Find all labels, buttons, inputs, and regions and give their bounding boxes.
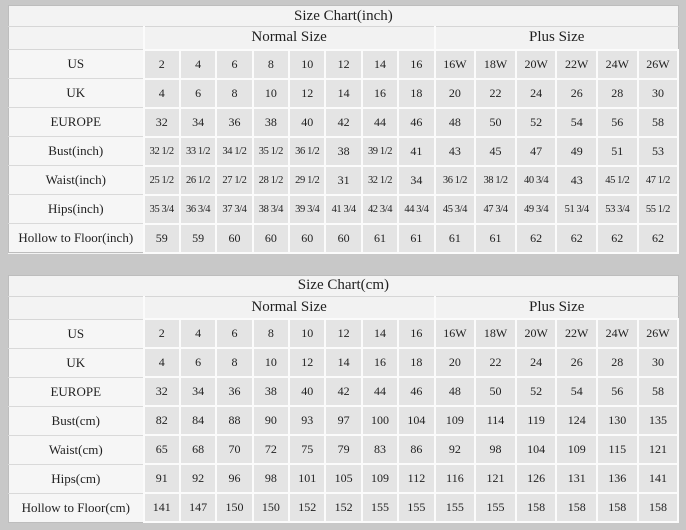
value-cell: 136 xyxy=(597,464,638,493)
value-cell: 38 xyxy=(253,377,289,406)
table-row xyxy=(9,319,679,348)
table-row xyxy=(9,464,679,493)
value-cell: 90 xyxy=(253,406,289,435)
value-cell: 14 xyxy=(325,79,361,108)
value-cell: 14 xyxy=(325,348,361,377)
value-cell: 68 xyxy=(180,435,216,464)
row-label: EUROPE xyxy=(9,108,144,137)
value-cell: 10 xyxy=(253,79,289,108)
table-title-row xyxy=(9,275,679,296)
table-title-row xyxy=(9,6,679,27)
group-header-plus-size: Plus Size xyxy=(435,296,679,319)
value-cell: 150 xyxy=(216,493,252,522)
value-cell: 6 xyxy=(216,319,252,348)
value-cell: 115 xyxy=(597,435,638,464)
value-cell: 147 xyxy=(180,493,216,522)
value-cell: 29 1/2 xyxy=(289,166,325,195)
value-cell: 38 xyxy=(253,108,289,137)
value-cell: 54 xyxy=(556,377,597,406)
size-chart-cm-table xyxy=(8,275,679,524)
value-cell: 58 xyxy=(638,377,679,406)
value-cell: 34 1/2 xyxy=(216,137,252,166)
value-cell: 59 xyxy=(144,224,180,253)
value-cell: 61 xyxy=(398,224,434,253)
value-cell: 36 xyxy=(216,377,252,406)
value-cell: 20W xyxy=(516,50,557,79)
value-cell: 141 xyxy=(638,464,679,493)
value-cell: 61 xyxy=(475,224,516,253)
value-cell: 61 xyxy=(362,224,398,253)
value-cell: 42 xyxy=(325,108,361,137)
value-cell: 12 xyxy=(325,319,361,348)
table-row xyxy=(9,195,679,224)
value-cell: 53 3/4 xyxy=(597,195,638,224)
value-cell: 8 xyxy=(216,348,252,377)
value-cell: 72 xyxy=(253,435,289,464)
value-cell: 44 xyxy=(362,108,398,137)
row-label: UK xyxy=(9,79,144,108)
value-cell: 47 3/4 xyxy=(475,195,516,224)
value-cell: 4 xyxy=(144,79,180,108)
value-cell: 158 xyxy=(638,493,679,522)
value-cell: 141 xyxy=(144,493,180,522)
value-cell: 109 xyxy=(435,406,476,435)
row-label: Bust(cm) xyxy=(9,406,144,435)
value-cell: 45 1/2 xyxy=(597,166,638,195)
value-cell: 26 xyxy=(556,348,597,377)
group-header-normal-size: Normal Size xyxy=(144,296,435,319)
table-row xyxy=(9,50,679,79)
value-cell: 104 xyxy=(516,435,557,464)
table-row xyxy=(9,493,679,522)
value-cell: 52 xyxy=(516,108,557,137)
value-cell: 14 xyxy=(362,319,398,348)
value-cell: 155 xyxy=(398,493,434,522)
value-cell: 54 xyxy=(556,108,597,137)
value-cell: 155 xyxy=(362,493,398,522)
value-cell: 25 1/2 xyxy=(144,166,180,195)
value-cell: 48 xyxy=(435,377,476,406)
value-cell: 45 3/4 xyxy=(435,195,476,224)
value-cell: 152 xyxy=(325,493,361,522)
value-cell: 18W xyxy=(475,50,516,79)
value-cell: 10 xyxy=(289,319,325,348)
value-cell: 45 xyxy=(475,137,516,166)
value-cell: 51 xyxy=(597,137,638,166)
table-row xyxy=(9,435,679,464)
value-cell: 61 xyxy=(435,224,476,253)
value-cell: 2 xyxy=(144,319,180,348)
column-group-row xyxy=(9,296,679,319)
row-label: Waist(inch) xyxy=(9,166,144,195)
value-cell: 41 xyxy=(398,137,434,166)
value-cell: 34 xyxy=(398,166,434,195)
row-label: UK xyxy=(9,348,144,377)
table-title-inch: Size Chart(inch) xyxy=(9,6,679,27)
value-cell: 79 xyxy=(325,435,361,464)
value-cell: 86 xyxy=(398,435,434,464)
value-cell: 16W xyxy=(435,50,476,79)
value-cell: 43 xyxy=(556,166,597,195)
value-cell: 112 xyxy=(398,464,434,493)
value-cell: 26 1/2 xyxy=(180,166,216,195)
value-cell: 41 3/4 xyxy=(325,195,361,224)
value-cell: 18W xyxy=(475,319,516,348)
table-title-cm: Size Chart(cm) xyxy=(9,275,679,296)
row-label: US xyxy=(9,319,144,348)
value-cell: 116 xyxy=(435,464,476,493)
table-row xyxy=(9,348,679,377)
row-label: Waist(cm) xyxy=(9,435,144,464)
value-cell: 83 xyxy=(362,435,398,464)
table-row xyxy=(9,108,679,137)
value-cell: 4 xyxy=(144,348,180,377)
size-chart-cm-body xyxy=(9,319,679,522)
group-header-normal-size: Normal Size xyxy=(144,27,435,50)
value-cell: 38 1/2 xyxy=(475,166,516,195)
value-cell: 109 xyxy=(556,435,597,464)
value-cell: 158 xyxy=(516,493,557,522)
row-label: Hollow to Floor(inch) xyxy=(9,224,144,253)
value-cell: 50 xyxy=(475,108,516,137)
value-cell: 2 xyxy=(144,50,180,79)
value-cell: 20 xyxy=(435,79,476,108)
value-cell: 93 xyxy=(289,406,325,435)
value-cell: 22W xyxy=(556,50,597,79)
value-cell: 38 3/4 xyxy=(253,195,289,224)
value-cell: 62 xyxy=(597,224,638,253)
value-cell: 40 xyxy=(289,377,325,406)
value-cell: 34 xyxy=(180,108,216,137)
value-cell: 35 3/4 xyxy=(144,195,180,224)
value-cell: 12 xyxy=(325,50,361,79)
value-cell: 130 xyxy=(597,406,638,435)
value-cell: 39 3/4 xyxy=(289,195,325,224)
value-cell: 150 xyxy=(253,493,289,522)
value-cell: 47 1/2 xyxy=(638,166,679,195)
table-row xyxy=(9,406,679,435)
value-cell: 16 xyxy=(362,348,398,377)
value-cell: 88 xyxy=(216,406,252,435)
value-cell: 62 xyxy=(638,224,679,253)
value-cell: 36 1/2 xyxy=(289,137,325,166)
value-cell: 42 xyxy=(325,377,361,406)
value-cell: 27 1/2 xyxy=(216,166,252,195)
value-cell: 33 1/2 xyxy=(180,137,216,166)
value-cell: 114 xyxy=(475,406,516,435)
value-cell: 109 xyxy=(362,464,398,493)
value-cell: 26W xyxy=(638,50,679,79)
value-cell: 31 xyxy=(325,166,361,195)
value-cell: 121 xyxy=(475,464,516,493)
value-cell: 126 xyxy=(516,464,557,493)
value-cell: 32 1/2 xyxy=(144,137,180,166)
value-cell: 46 xyxy=(398,377,434,406)
value-cell: 26W xyxy=(638,319,679,348)
value-cell: 44 3/4 xyxy=(398,195,434,224)
group-header-plus-size: Plus Size xyxy=(435,27,679,50)
value-cell: 82 xyxy=(144,406,180,435)
value-cell: 34 xyxy=(180,377,216,406)
value-cell: 119 xyxy=(516,406,557,435)
value-cell: 101 xyxy=(289,464,325,493)
table-row xyxy=(9,137,679,166)
value-cell: 38 xyxy=(325,137,361,166)
value-cell: 65 xyxy=(144,435,180,464)
value-cell: 155 xyxy=(435,493,476,522)
value-cell: 30 xyxy=(638,79,679,108)
value-cell: 48 xyxy=(435,108,476,137)
value-cell: 40 3/4 xyxy=(516,166,557,195)
value-cell: 6 xyxy=(180,79,216,108)
value-cell: 36 1/2 xyxy=(435,166,476,195)
value-cell: 37 3/4 xyxy=(216,195,252,224)
value-cell: 24 xyxy=(516,348,557,377)
value-cell: 98 xyxy=(253,464,289,493)
value-cell: 18 xyxy=(398,79,434,108)
table-row xyxy=(9,166,679,195)
corner-cell xyxy=(9,27,144,50)
row-label: EUROPE xyxy=(9,377,144,406)
row-label: Hips(cm) xyxy=(9,464,144,493)
value-cell: 28 1/2 xyxy=(253,166,289,195)
value-cell: 10 xyxy=(253,348,289,377)
value-cell: 135 xyxy=(638,406,679,435)
value-cell: 14 xyxy=(362,50,398,79)
value-cell: 46 xyxy=(398,108,434,137)
column-group-row xyxy=(9,27,679,50)
value-cell: 59 xyxy=(180,224,216,253)
value-cell: 8 xyxy=(253,319,289,348)
value-cell: 6 xyxy=(180,348,216,377)
row-label: Hips(inch) xyxy=(9,195,144,224)
row-label: US xyxy=(9,50,144,79)
value-cell: 158 xyxy=(556,493,597,522)
value-cell: 60 xyxy=(253,224,289,253)
value-cell: 40 xyxy=(289,108,325,137)
value-cell: 70 xyxy=(216,435,252,464)
value-cell: 16 xyxy=(362,79,398,108)
value-cell: 22W xyxy=(556,319,597,348)
table-row xyxy=(9,377,679,406)
value-cell: 16 xyxy=(398,319,434,348)
value-cell: 20W xyxy=(516,319,557,348)
row-label: Bust(inch) xyxy=(9,137,144,166)
value-cell: 4 xyxy=(180,50,216,79)
value-cell: 47 xyxy=(516,137,557,166)
value-cell: 50 xyxy=(475,377,516,406)
value-cell: 16W xyxy=(435,319,476,348)
value-cell: 55 1/2 xyxy=(638,195,679,224)
value-cell: 75 xyxy=(289,435,325,464)
value-cell: 28 xyxy=(597,79,638,108)
value-cell: 8 xyxy=(216,79,252,108)
value-cell: 84 xyxy=(180,406,216,435)
value-cell: 42 3/4 xyxy=(362,195,398,224)
value-cell: 26 xyxy=(556,79,597,108)
value-cell: 92 xyxy=(435,435,476,464)
value-cell: 24W xyxy=(597,319,638,348)
corner-cell xyxy=(9,296,144,319)
value-cell: 60 xyxy=(216,224,252,253)
value-cell: 91 xyxy=(144,464,180,493)
value-cell: 58 xyxy=(638,108,679,137)
value-cell: 98 xyxy=(475,435,516,464)
size-chart-inch-body xyxy=(9,50,679,253)
value-cell: 22 xyxy=(475,348,516,377)
row-label: Hollow to Floor(cm) xyxy=(9,493,144,522)
value-cell: 18 xyxy=(398,348,434,377)
value-cell: 62 xyxy=(556,224,597,253)
value-cell: 62 xyxy=(516,224,557,253)
value-cell: 30 xyxy=(638,348,679,377)
value-cell: 100 xyxy=(362,406,398,435)
value-cell: 44 xyxy=(362,377,398,406)
size-chart-inch-table xyxy=(8,5,679,254)
value-cell: 32 xyxy=(144,108,180,137)
value-cell: 16 xyxy=(398,50,434,79)
value-cell: 158 xyxy=(597,493,638,522)
value-cell: 28 xyxy=(597,348,638,377)
value-cell: 49 xyxy=(556,137,597,166)
value-cell: 131 xyxy=(556,464,597,493)
table-row xyxy=(9,224,679,253)
value-cell: 24W xyxy=(597,50,638,79)
value-cell: 124 xyxy=(556,406,597,435)
value-cell: 56 xyxy=(597,377,638,406)
value-cell: 35 1/2 xyxy=(253,137,289,166)
value-cell: 10 xyxy=(289,50,325,79)
value-cell: 104 xyxy=(398,406,434,435)
value-cell: 32 1/2 xyxy=(362,166,398,195)
value-cell: 92 xyxy=(180,464,216,493)
value-cell: 22 xyxy=(475,79,516,108)
value-cell: 60 xyxy=(325,224,361,253)
value-cell: 97 xyxy=(325,406,361,435)
value-cell: 49 3/4 xyxy=(516,195,557,224)
value-cell: 12 xyxy=(289,348,325,377)
value-cell: 36 xyxy=(216,108,252,137)
value-cell: 36 3/4 xyxy=(180,195,216,224)
value-cell: 155 xyxy=(475,493,516,522)
value-cell: 105 xyxy=(325,464,361,493)
value-cell: 12 xyxy=(289,79,325,108)
value-cell: 20 xyxy=(435,348,476,377)
table-row xyxy=(9,79,679,108)
value-cell: 121 xyxy=(638,435,679,464)
value-cell: 43 xyxy=(435,137,476,166)
value-cell: 6 xyxy=(216,50,252,79)
value-cell: 39 1/2 xyxy=(362,137,398,166)
value-cell: 53 xyxy=(638,137,679,166)
value-cell: 60 xyxy=(289,224,325,253)
value-cell: 56 xyxy=(597,108,638,137)
value-cell: 24 xyxy=(516,79,557,108)
value-cell: 8 xyxy=(253,50,289,79)
value-cell: 52 xyxy=(516,377,557,406)
value-cell: 51 3/4 xyxy=(556,195,597,224)
value-cell: 32 xyxy=(144,377,180,406)
value-cell: 96 xyxy=(216,464,252,493)
value-cell: 4 xyxy=(180,319,216,348)
value-cell: 152 xyxy=(289,493,325,522)
